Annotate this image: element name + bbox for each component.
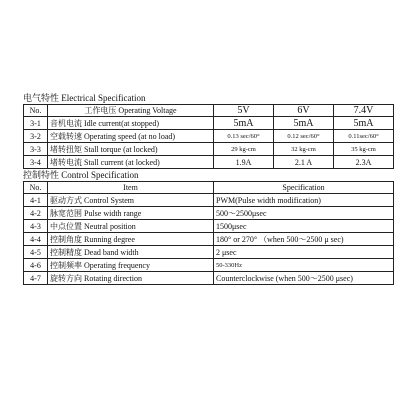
table-row [24, 246, 394, 259]
table-row [24, 143, 394, 156]
row-spec: 180° or 270° （when 500～2500 μ sec) [214, 233, 394, 246]
row-item: 控制频率 Operating frequency [48, 259, 214, 272]
electrical-spec-title: 电气特性 Electrical Specification [23, 93, 146, 103]
control-spec-title: 控制特性 Control Specification [23, 170, 139, 180]
row-no: 3-3 [24, 143, 48, 156]
table-row [24, 207, 394, 220]
electrical-spec-table [23, 104, 394, 169]
row-value-6v: 2.1 A [274, 156, 334, 169]
row-no: 4-2 [24, 207, 48, 220]
row-item: 音机电流 Idle current(at stopped) [48, 117, 214, 130]
row-no: 3-2 [24, 130, 48, 143]
table-row [24, 220, 394, 233]
row-value-6v: 32 kg-cm [274, 143, 334, 156]
table-row [24, 130, 394, 143]
electrical-header-no: No. [24, 105, 48, 117]
row-value-7v4: 35 kg-cm [334, 143, 394, 156]
control-header-item: Item [48, 182, 214, 194]
row-value-7v4: 0.11sec/60° [334, 130, 394, 143]
row-value-5v: 1.9A [214, 156, 274, 169]
row-spec: Counterclockwise (when 500～2500 μsec) [214, 272, 394, 285]
row-spec: PWM(Pulse width modification) [214, 194, 394, 207]
table-row [24, 156, 394, 169]
row-item: 旋转方向 Rotating direction [48, 272, 214, 285]
table-row [24, 117, 394, 130]
row-no: 4-5 [24, 246, 48, 259]
row-item: 中点位置 Neutral position [48, 220, 214, 233]
row-no: 4-6 [24, 259, 48, 272]
row-item: 堵转电流 Stall current (at locked) [48, 156, 214, 169]
control-header-row [24, 182, 394, 194]
row-spec: 2 μsec [214, 246, 394, 259]
row-item: 控制角度 Running degree [48, 233, 214, 246]
row-item: 脉宽范围 Pulse width range [48, 207, 214, 220]
row-value-5v: 0.13 sec/60° [214, 130, 274, 143]
row-no: 4-1 [24, 194, 48, 207]
control-header-no: No. [24, 182, 48, 194]
row-value-5v: 29 kg-cm [214, 143, 274, 156]
row-item: 堵转扭矩 Stall torque (at locked) [48, 143, 214, 156]
electrical-header-row [24, 105, 394, 117]
row-value-5v: 5mA [214, 117, 274, 130]
table-row [24, 272, 394, 285]
table-row [24, 233, 394, 246]
row-no: 3-1 [24, 117, 48, 130]
row-spec: 50-330Hz [214, 259, 394, 272]
row-item: 空载转速 Operating speed (at no load) [48, 130, 214, 143]
row-value-7v4: 2.3A [334, 156, 394, 169]
electrical-header-5v: 5V [214, 105, 274, 117]
row-no: 4-3 [24, 220, 48, 233]
row-no: 4-7 [24, 272, 48, 285]
table-row [24, 259, 394, 272]
row-spec: 500～2500μsec [214, 207, 394, 220]
control-spec-table [23, 181, 394, 285]
table-row [24, 194, 394, 207]
spec-sheet [23, 92, 393, 285]
electrical-header-6v: 6V [274, 105, 334, 117]
row-spec: 1500μsec [214, 220, 394, 233]
control-header-spec: Specification [214, 182, 394, 194]
row-no: 4-4 [24, 233, 48, 246]
row-item: 驱动方式 Control System [48, 194, 214, 207]
row-value-6v: 5mA [274, 117, 334, 130]
row-item: 控制精度 Dead band width [48, 246, 214, 259]
row-no: 3-4 [24, 156, 48, 169]
electrical-header-item: 工作电压 Operating Voltage [48, 105, 214, 117]
row-value-7v4: 5mA [334, 117, 394, 130]
row-value-6v: 0.12 sec/60° [274, 130, 334, 143]
electrical-header-7v4: 7.4V [334, 105, 394, 117]
